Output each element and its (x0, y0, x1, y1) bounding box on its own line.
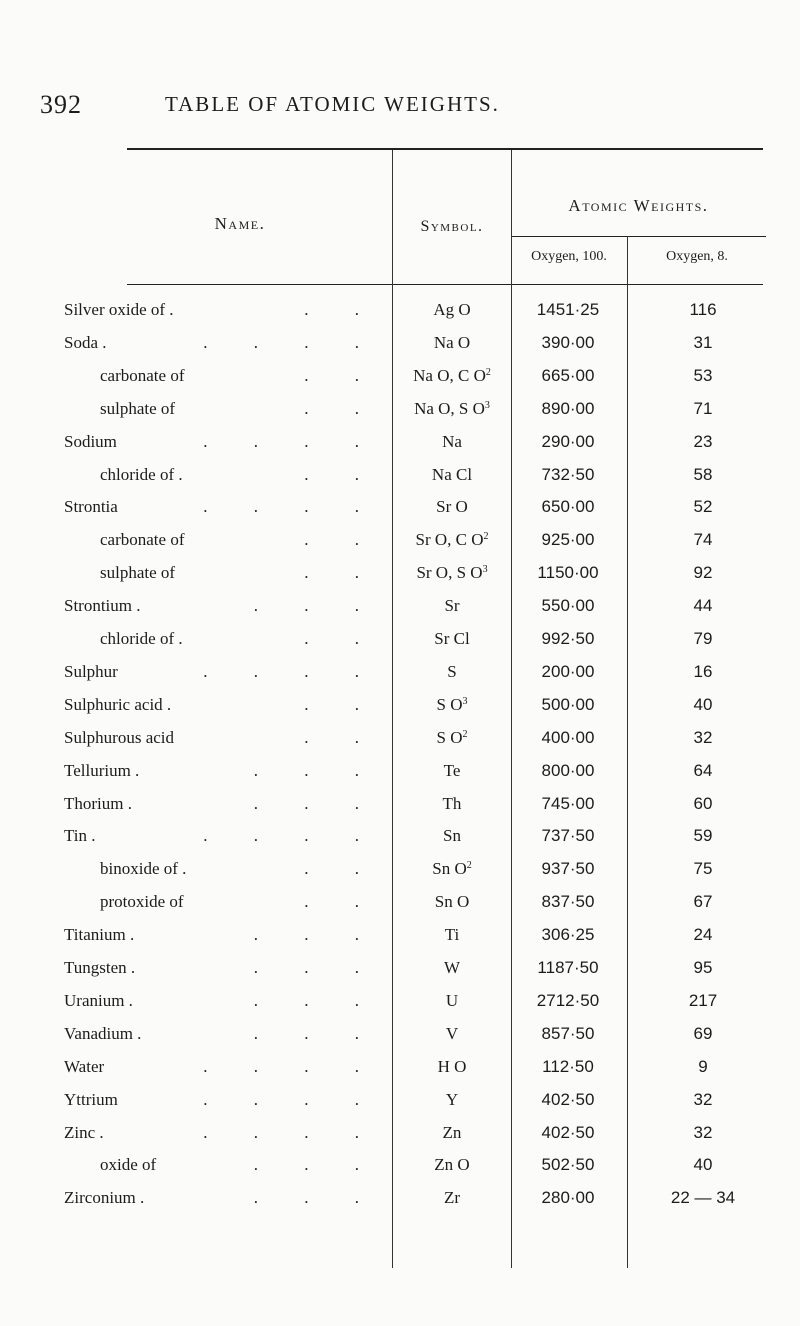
element-name: Water (64, 1056, 105, 1076)
subheading-oxygen-8: Oxygen, 8. (666, 249, 728, 264)
weight-oxygen-100: 732·50 (541, 464, 595, 484)
weight-oxygen-100: 290·00 (541, 431, 595, 451)
weight-oxygen-8: 58 (693, 464, 713, 484)
leader-dots: . . . (253, 1155, 380, 1175)
weight-oxygen-8: 31 (693, 332, 713, 352)
symbol-text: Ag O (433, 300, 471, 319)
symbol-text: V (445, 1023, 459, 1043)
element-name: chloride of . (100, 629, 183, 648)
weight-oxygen-100: 737·50 (541, 826, 595, 846)
symbol-text: Sn O (434, 892, 470, 912)
leader-dots: . . . (253, 990, 380, 1010)
symbol-text: Sr O, S O (416, 563, 483, 583)
weight-oxygen-8: 9 (698, 1056, 708, 1076)
symbol-text: Zr (443, 1188, 461, 1208)
chemical-symbol (392, 958, 512, 978)
chemical-symbol (392, 366, 512, 386)
symbol-superscript: 2 (485, 366, 491, 378)
weight-oxygen-100: 2712·50 (536, 990, 600, 1010)
table-row (0, 662, 800, 688)
weight-oxygen-8: 64 (693, 760, 713, 780)
chemical-symbol (392, 892, 512, 912)
weight-oxygen-100: 650·00 (541, 497, 595, 517)
leader-dots: . . (304, 530, 380, 550)
element-name: Strontium . (64, 596, 141, 616)
weight-oxygen-8: 75 (693, 859, 713, 879)
chemical-symbol (392, 530, 512, 550)
chemical-symbol (392, 1155, 512, 1175)
element-name: sulphate of (100, 563, 176, 583)
chemical-symbol (392, 826, 512, 846)
element-name: Tungsten . (64, 958, 136, 977)
chemical-symbol (392, 596, 512, 616)
chemical-symbol (392, 333, 512, 353)
leader-dots: . . . (253, 925, 380, 945)
page-number: 392 (40, 90, 82, 119)
symbol-text: Y (445, 1089, 459, 1109)
element-name: Soda . (64, 332, 107, 352)
table-row (0, 1155, 800, 1181)
chemical-symbol (392, 399, 512, 419)
symbol-text: Te (443, 760, 461, 780)
chemical-symbol (392, 728, 512, 748)
chemical-symbol (392, 432, 512, 452)
table-row (0, 794, 800, 820)
table-row (0, 432, 800, 458)
chemical-symbol (392, 761, 512, 781)
symbol-text: Sr Cl (434, 629, 470, 648)
leader-dots: . . . . (203, 431, 380, 451)
weight-oxygen-8: 24 (693, 925, 713, 945)
table-row (0, 1123, 800, 1149)
leader-dots: . . . . (203, 661, 380, 681)
column-heading-symbol: Symbol. (420, 218, 484, 235)
weight-oxygen-100: 500·00 (541, 694, 595, 714)
weight-oxygen-100: 890·00 (541, 398, 595, 418)
table-top-rule (127, 148, 763, 150)
leader-dots: . . . . (203, 1056, 380, 1076)
weight-oxygen-100: 992·50 (541, 629, 595, 648)
symbol-text: W (443, 958, 461, 977)
chemical-symbol (392, 1024, 512, 1044)
weight-oxygen-8: 52 (693, 497, 713, 517)
weight-oxygen-100: 937·50 (541, 859, 595, 879)
weight-oxygen-8: 32 (693, 1089, 713, 1109)
weight-oxygen-100: 400·00 (541, 727, 595, 747)
table-row (0, 695, 800, 721)
leader-dots: . . . . (203, 497, 380, 517)
element-name: Yttrium (64, 1089, 118, 1109)
table-row (0, 1090, 800, 1116)
symbol-text: Sn O (432, 859, 467, 879)
chemical-symbol (392, 465, 512, 485)
weight-oxygen-100: 1187·50 (537, 958, 599, 977)
weight-oxygen-100: 800·00 (541, 760, 595, 780)
column-heading-name: Name. (214, 214, 266, 233)
weight-oxygen-100: 402·50 (541, 1122, 595, 1142)
weight-oxygen-8: 32 (693, 727, 713, 747)
symbol-text: Sr O (436, 497, 468, 517)
weight-oxygen-8: 217 (688, 990, 718, 1010)
weight-oxygen-8: 74 (693, 530, 713, 550)
weight-oxygen-100: 745·00 (541, 793, 595, 813)
table-row (0, 728, 800, 754)
weight-oxygen-8: 16 (693, 661, 713, 681)
table-row (0, 497, 800, 523)
table-row (0, 399, 800, 425)
weight-oxygen-100: 402·50 (541, 1089, 595, 1109)
weight-oxygen-100: 390·00 (541, 332, 595, 352)
weight-oxygen-100: 502·50 (541, 1155, 595, 1175)
weight-oxygen-8: 53 (693, 365, 713, 385)
table-row (0, 596, 800, 622)
symbol-text: Na O (433, 332, 471, 352)
table-row (0, 366, 800, 392)
leader-dots: . . (304, 563, 380, 583)
weight-oxygen-100: 306·25 (541, 925, 595, 945)
symbol-text: S O (436, 694, 463, 714)
weight-oxygen-100: 1451·25 (536, 300, 600, 319)
weight-oxygen-8: 71 (693, 398, 713, 418)
element-name: Silver oxide of . (64, 300, 174, 319)
table-row (0, 1188, 800, 1214)
symbol-superscript: 2 (483, 531, 489, 543)
leader-dots: . . . . (203, 332, 380, 352)
chemical-symbol (392, 563, 512, 583)
leader-dots: . . . (253, 958, 380, 977)
weight-oxygen-100: 200·00 (541, 661, 595, 681)
element-name: Titanium . (64, 925, 135, 945)
table-row (0, 925, 800, 951)
weight-oxygen-100: 1150·00 (537, 563, 599, 583)
column-heading-atomic-weights: Atomic Weights. (568, 196, 709, 215)
element-name: Sulphurous acid (64, 727, 175, 747)
table-row (0, 991, 800, 1017)
leader-dots: . . (304, 300, 380, 319)
symbol-text: Na O, S O (414, 398, 485, 418)
weight-oxygen-8: 44 (693, 596, 713, 616)
symbol-text: Zn O (434, 1155, 470, 1175)
weight-oxygen-8: 32 (693, 1122, 713, 1142)
symbol-text: H O (437, 1056, 467, 1076)
chemical-symbol (392, 925, 512, 945)
weight-oxygen-8: 69 (693, 1023, 713, 1043)
element-name: Vanadium . (64, 1023, 142, 1043)
chemical-symbol (392, 794, 512, 814)
symbol-text: Sr (444, 596, 460, 616)
table-row (0, 859, 800, 885)
table-row (0, 761, 800, 787)
leader-dots: . . (304, 629, 380, 648)
chemical-symbol (392, 695, 512, 715)
running-title: TABLE OF ATOMIC WEIGHTS. (165, 92, 500, 116)
weight-oxygen-100: 925·00 (541, 530, 595, 550)
table-row (0, 892, 800, 918)
leader-dots: . . . (253, 760, 380, 780)
weight-oxygen-8: 40 (693, 694, 713, 714)
element-name: carbonate of (100, 365, 185, 385)
table-row (0, 826, 800, 852)
weight-oxygen-8: 95 (693, 958, 713, 977)
leader-dots: . . (304, 727, 380, 747)
leader-dots: . . (304, 892, 380, 912)
symbol-superscript: 3 (482, 564, 488, 576)
symbol-text: Na (442, 431, 462, 451)
chemical-symbol (392, 300, 512, 320)
element-name: Strontia (64, 497, 118, 517)
leader-dots: . . . . (203, 826, 380, 846)
symbol-text: S O (436, 727, 463, 747)
symbol-text: Sr O, C O (415, 530, 484, 550)
table-row (0, 563, 800, 589)
symbol-text: Th (442, 793, 462, 813)
weight-oxygen-8: 22 — 34 (670, 1188, 736, 1208)
weight-oxygen-8: 23 (693, 431, 713, 451)
element-name: sulphate of (100, 398, 176, 418)
atomic-weights-divider (511, 236, 766, 237)
leader-dots: . . (304, 694, 380, 714)
element-name: Zinc . (64, 1122, 104, 1142)
leader-dots: . . (304, 464, 380, 484)
element-name: Tin . (64, 826, 96, 846)
table-row (0, 465, 800, 491)
table-row (0, 333, 800, 359)
symbol-superscript: 2 (466, 860, 472, 872)
weight-oxygen-100: 280·00 (541, 1188, 595, 1208)
weight-oxygen-8: 60 (693, 793, 713, 813)
leader-dots: . . . (253, 793, 380, 813)
chemical-symbol (392, 1057, 512, 1077)
chemical-symbol (392, 1123, 512, 1143)
chemical-symbol (392, 662, 512, 682)
leader-dots: . . . . (203, 1089, 380, 1109)
leader-dots: . . (304, 398, 380, 418)
element-name: Uranium . (64, 990, 133, 1010)
symbol-superscript: 3 (484, 399, 490, 411)
symbol-superscript: 3 (462, 695, 468, 707)
element-name: carbonate of (100, 530, 185, 550)
leader-dots: . . . (253, 1188, 380, 1208)
header-bottom-rule (127, 284, 763, 285)
subheading-oxygen-100: Oxygen, 100. (531, 249, 607, 264)
leader-dots: . . . (253, 596, 380, 616)
table-row (0, 530, 800, 556)
element-name: Zirconium . (64, 1188, 145, 1208)
weight-oxygen-8: 40 (693, 1155, 713, 1175)
page-header (40, 90, 760, 130)
table-row (0, 958, 800, 984)
element-name: Sodium (64, 431, 117, 451)
weight-oxygen-100: 112·50 (542, 1056, 594, 1076)
symbol-text: Ti (444, 925, 460, 945)
element-name: oxide of (100, 1155, 157, 1175)
weight-oxygen-100: 665·00 (541, 365, 595, 385)
weight-oxygen-8: 116 (689, 300, 717, 319)
symbol-text: Na Cl (431, 464, 473, 484)
element-name: Tellurium . (64, 760, 140, 780)
chemical-symbol (392, 497, 512, 517)
element-name: Sulphur (64, 661, 118, 681)
table-row (0, 629, 800, 655)
symbol-text: Sn (443, 826, 461, 846)
symbol-text: S (447, 661, 457, 681)
symbol-superscript: 2 (462, 728, 468, 740)
weight-oxygen-8: 67 (693, 892, 713, 912)
element-name: protoxide of (100, 892, 184, 912)
chemical-symbol (392, 629, 512, 649)
weight-oxygen-100: 857·50 (541, 1023, 595, 1043)
chemical-symbol (392, 1188, 512, 1208)
weight-oxygen-8: 92 (693, 563, 713, 583)
chemical-symbol (392, 991, 512, 1011)
weight-oxygen-8: 59 (693, 826, 713, 846)
leader-dots: . . (304, 859, 380, 879)
element-name: chloride of . (100, 464, 183, 484)
table-row (0, 1024, 800, 1050)
element-name: Thorium . (64, 793, 132, 813)
weight-oxygen-8: 79 (693, 629, 713, 648)
element-name: binoxide of . (100, 859, 187, 879)
table-row (0, 1057, 800, 1083)
element-name: Sulphuric acid . (64, 694, 172, 714)
leader-dots: . . (304, 365, 380, 385)
leader-dots: . . . . (203, 1122, 380, 1142)
symbol-text: Zn (442, 1122, 462, 1142)
symbol-text: U (445, 990, 459, 1010)
table-row (0, 300, 800, 326)
chemical-symbol (392, 859, 512, 879)
symbol-text: Na O, C O (413, 365, 486, 385)
weight-oxygen-100: 550·00 (541, 596, 595, 616)
leader-dots: . . . (253, 1023, 380, 1043)
chemical-symbol (392, 1090, 512, 1110)
weight-oxygen-100: 837·50 (541, 892, 595, 912)
